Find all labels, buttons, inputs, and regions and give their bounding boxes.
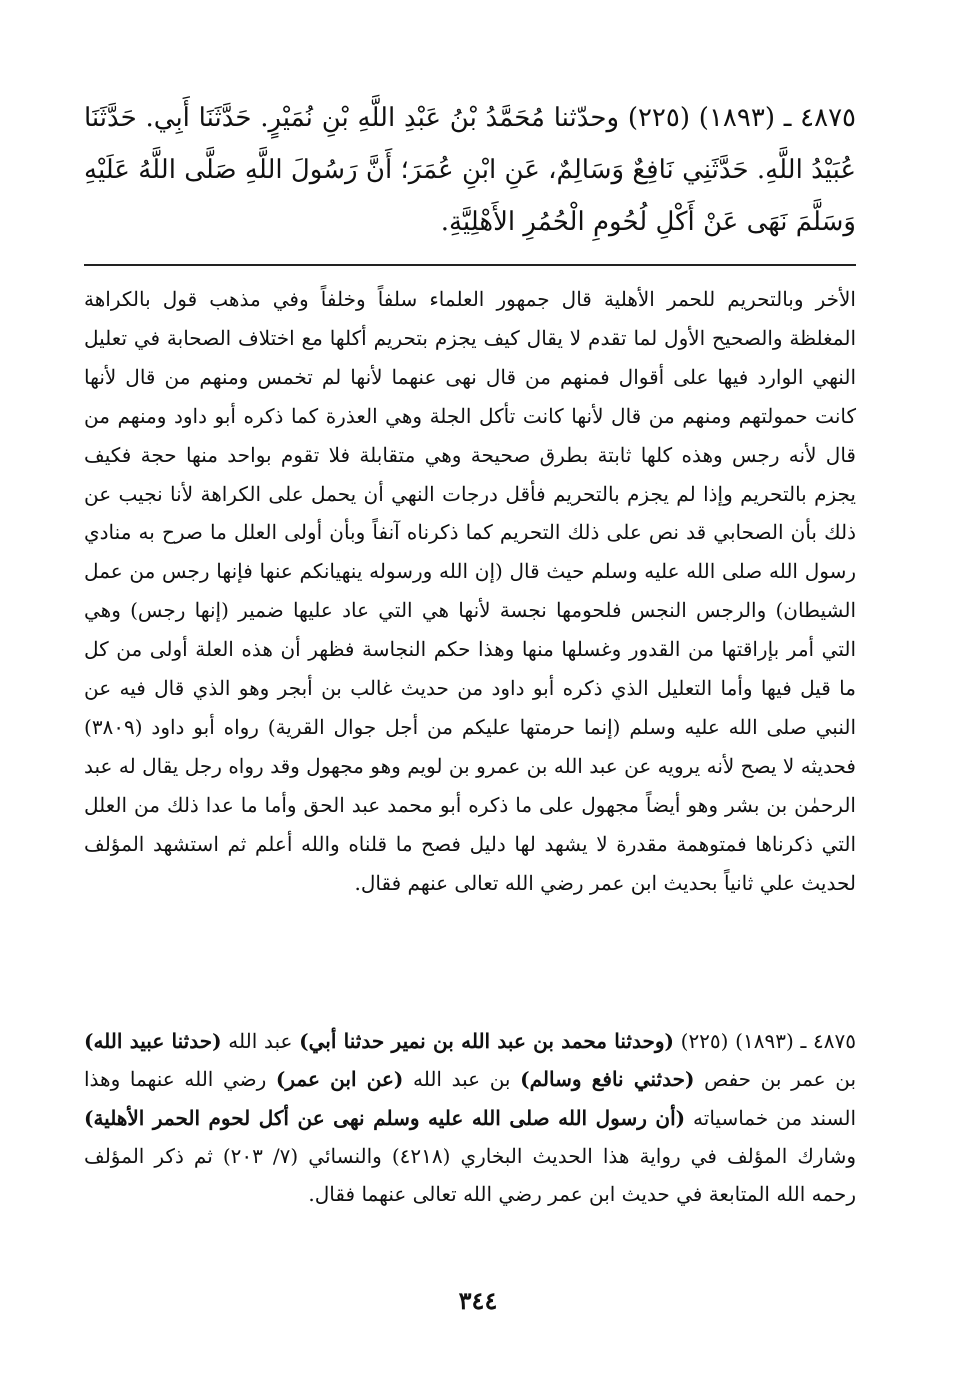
sanad-number: ٤٨٧٥ ـ (١٨٩٣) (٢٢٥) [673,1029,856,1053]
commentary-text: الأخر وبالتحريم للحمر الأهلية قال جمهور العلماء سلفاً وخلفاً وفي مذهب قول بالكراهة المغلظة والصحيح الأول لما تقدم لا يقال كيف يجزم بتحريم أكلها مع اختلاف الصحابة في تعليل النهي الوارد فيها على أقوال فمنهم من قال نهى عنهما لأنها لم تخمس ومنهم من قال لأنها كانت حمولتهم ومنهم من قال لأنها كانت تأكل الجلة وهي العذرة كما ذكره أبو داود ومنهم من قال لأنه رجس وهذه كلها ثابتة بطرق صحيحة وهي متقابلة فلا تقوم بواحد منها حجة فكيف يجزم بالتحريم وإذا لم يجزم بالتحريم فأقل درجات النهي أن يحمل على الكراهة لأنا نجيب عن ذلك بأن الصحابي قد نص على ذلك التحريم كما ذكرناه آنفاً وبأن أولى العلل ما صرح به منادي رسول الله صلى الله عليه وسلم حيث قال (إن الله ورسوله ينهيانكم عنها فإنها رجس من عمل الشيطان) والرجس النجس فلحومها نجسة لأنها هي التي عاد عليها ضمير (إنها رجس) وهي التي أمر بإراقتها من القدور وغسلها منها وهذا حكم النجاسة فظهر أن هذه العلة أولى من كل ما قيل فيها وأما التعليل الذي ذكره أبو داود من حديث غالب بن أبجر وهو الذي قال فيه عن النبي صلى الله عليه وسلم (إنما حرمتها عليكم من أجل جوال القرية) رواه أبو داود (٣٨٠٩) فحديثه لا يصح لأنه يرويه عن عبد الله بن عمرو بن لويم وهو مجهول وقد رواه رجل يقال له عبد الرحمٰن بن بشر وهو أيضاً مجهول على ما ذكره أبو محمد عبد الحق وأما ما عدا ذلك من العلل التي ذكرناها فمتوهمة مقدرة لا يشهد لها دليل فصح ما قلناه والله أعلم ثم استشهد المؤلف لحديث علي ثانياً بحديث ابن عمر رضي الله تعالى عنهم فقال. [84,287,857,895]
sanad-plain-2: عبد الله [221,1029,300,1053]
sanad-bold-1: (وحدثنا محمد بن عبد الله بن نمير حدثنا أبي) [299,1029,674,1053]
sanad-bold-3: (حدثني نافع وسالم) [520,1067,695,1092]
sanad-plain-6: وشارك المؤلف في رواية هذا الحديث البخاري (٤٢١٨) والنسائي (٧/ ٢٠٣) ثم ذكر المؤلف رحمه الله المتابعة في حديث ابن عمر رضي الله تعالى عنهما فقال. [84,1143,856,1207]
sanad-plain-4: بن عبد الله [403,1067,521,1092]
sanad-bold-4: (عن ابن عمر) [275,1067,404,1092]
page-number: ٣٤٤ [458,1286,498,1315]
sanad-explanation [84,1022,856,1213]
sanad-plain-5: رضي الله عنهما وهذا السند من خماسياته [84,1067,857,1130]
hadith-text: ٤٨٧٥ ـ (١٨٩٣) (٢٢٥) وحدّثنا مُحَمَّدُ بْنُ عَبْدِ اللَّهِ بْنِ نُمَيْرٍ. حَدَّثَنَا أَبِي. حَدَّثَنَا عُبَيْدُ اللَّهِ. حَدَّثَنِي نَافِعٌ وَسَالِمٌ، عَنِ ابْنِ عُمَرَ؛ أَنَّ رَسُولَ اللَّهِ صَلَّى اللَّهُ عَلَيْهِ وَسَلَّمَ نَهَى عَنْ أَكْلِ لُحُومِ الْحُمُرِ الأَهْلِيَّةِ. [84,103,856,237]
sanad-bold-5: (أن رسول الله صلى الله عليه وسلم نهى عن أكل لحوم الحمر الأهلية) [84,1105,686,1130]
separator-line [84,264,856,266]
hadith-block [84,92,856,248]
sanad-bold-2: (حدثنا عبيد الله) [84,1029,222,1053]
sanad-plain-3: بن عمر بن حفص [694,1067,857,1092]
